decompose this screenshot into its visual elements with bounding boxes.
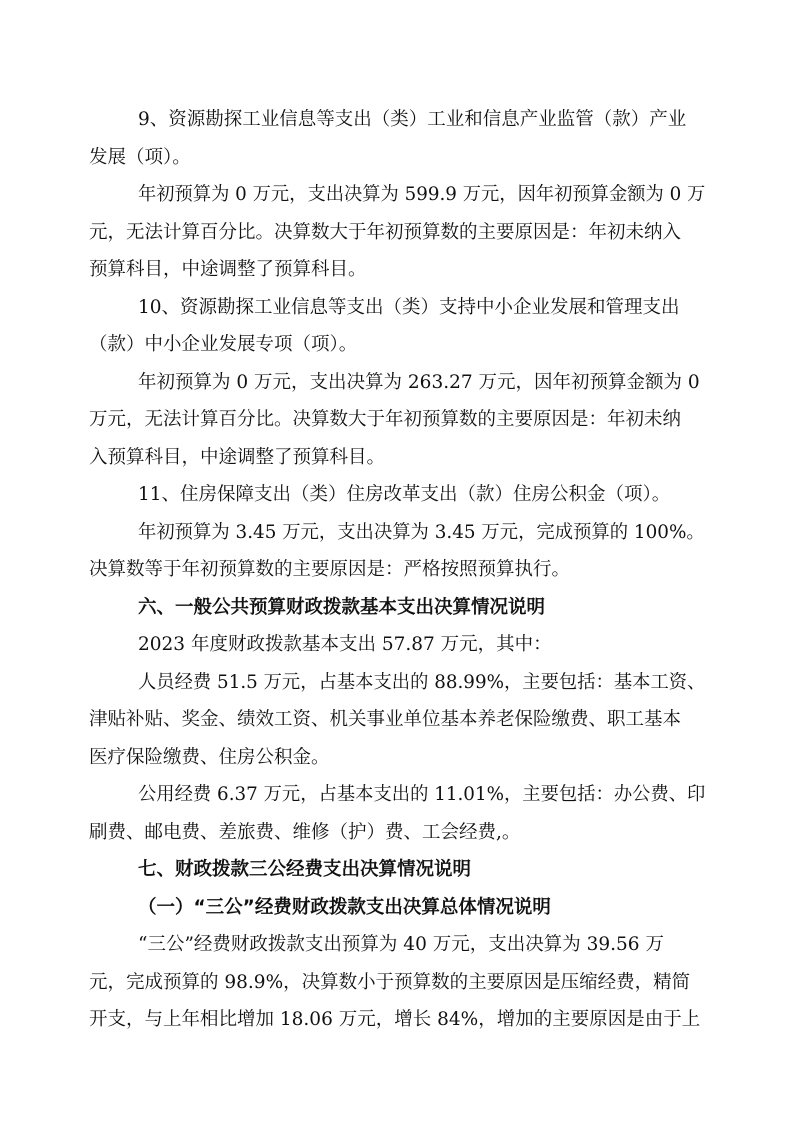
- section-7-heading: 七、财政拨款三公经费支出决算情况说明: [138, 859, 472, 880]
- item-10-body-line-1: 年初预算为 0 万元，支出决算为 263.27 万元，因年初预算金额为 0: [138, 372, 700, 393]
- personnel-cost-line-1: 人员经费 51.5 万元，占基本支出的 88.99%，主要包括：基本工资、: [138, 672, 706, 693]
- item-10-body-line-2: 万元，无法计算百分比。决算数大于年初预算数的主要原因是：年初未纳: [89, 409, 682, 430]
- section-6-summary: 2023 年度财政拨款基本支出 57.87 万元，其中：: [138, 634, 552, 655]
- public-cost-line-1: 公用经费 6.37 万元，占基本支出的 11.01%，主要包括：办公费、印: [138, 784, 706, 805]
- item-9-body-line-1: 年初预算为 0 万元，支出决算为 599.9 万元，因年初预算金额为 0 万: [138, 184, 706, 205]
- item-9-body-line-2: 元，无法计算百分比。决算数大于年初预算数的主要原因是：年初未纳入: [89, 222, 682, 243]
- three-public-line-3: 开支，与上年相比增加 18.06 万元，增长 84%，增加的主要原因是由于上: [89, 1009, 701, 1030]
- public-cost-line-2: 刷费、邮电费、差旅费、维修（护）费、工会经费,。: [89, 822, 521, 843]
- item-9-title-line-1: 9、资源勘探工业信息等支出（类）工业和信息产业监管（款）产业: [138, 109, 687, 130]
- personnel-cost-line-3: 医疗保险缴费、住房公积金。: [89, 747, 330, 768]
- item-10-body-line-3: 入预算科目，中途调整了预算科目。: [89, 447, 386, 468]
- personnel-cost-line-2: 津贴补贴、奖金、绩效工资、机关事业单位基本养老保险缴费、职工基本: [89, 709, 682, 730]
- item-11-body-line-1: 年初预算为 3.45 万元，支出决算为 3.45 万元，完成预算的 100%。: [138, 522, 705, 543]
- section-6-heading: 六、一般公共预算财政拨款基本支出决算情况说明: [138, 597, 546, 618]
- three-public-line-2: 元，完成预算的 98.9%，决算数小于预算数的主要原因是压缩经费，精简: [89, 972, 691, 993]
- item-10-title-line-2: （款）中小企业发展专项（项）。: [89, 334, 358, 355]
- section-7-subheading: （一）“三公”经费财政拨款支出决算总体情况说明: [138, 897, 551, 918]
- item-11-body-line-2: 决算数等于年初预算数的主要原因是：严格按照预算执行。: [89, 559, 571, 580]
- item-11-title: 11、住房保障支出（类）住房改革支出（款）住房公积金（项）。: [138, 484, 671, 505]
- item-10-title-line-1: 10、资源勘探工业信息等支出（类）支持中小企业发展和管理支出: [138, 297, 680, 318]
- item-9-title-line-2: 发展（项）。: [89, 147, 191, 168]
- three-public-line-1: “三公”经费财政拨款支出预算为 40 万元，支出决算为 39.56 万: [138, 934, 664, 955]
- item-9-body-line-3: 预算科目，中途调整了预算科目。: [89, 259, 367, 280]
